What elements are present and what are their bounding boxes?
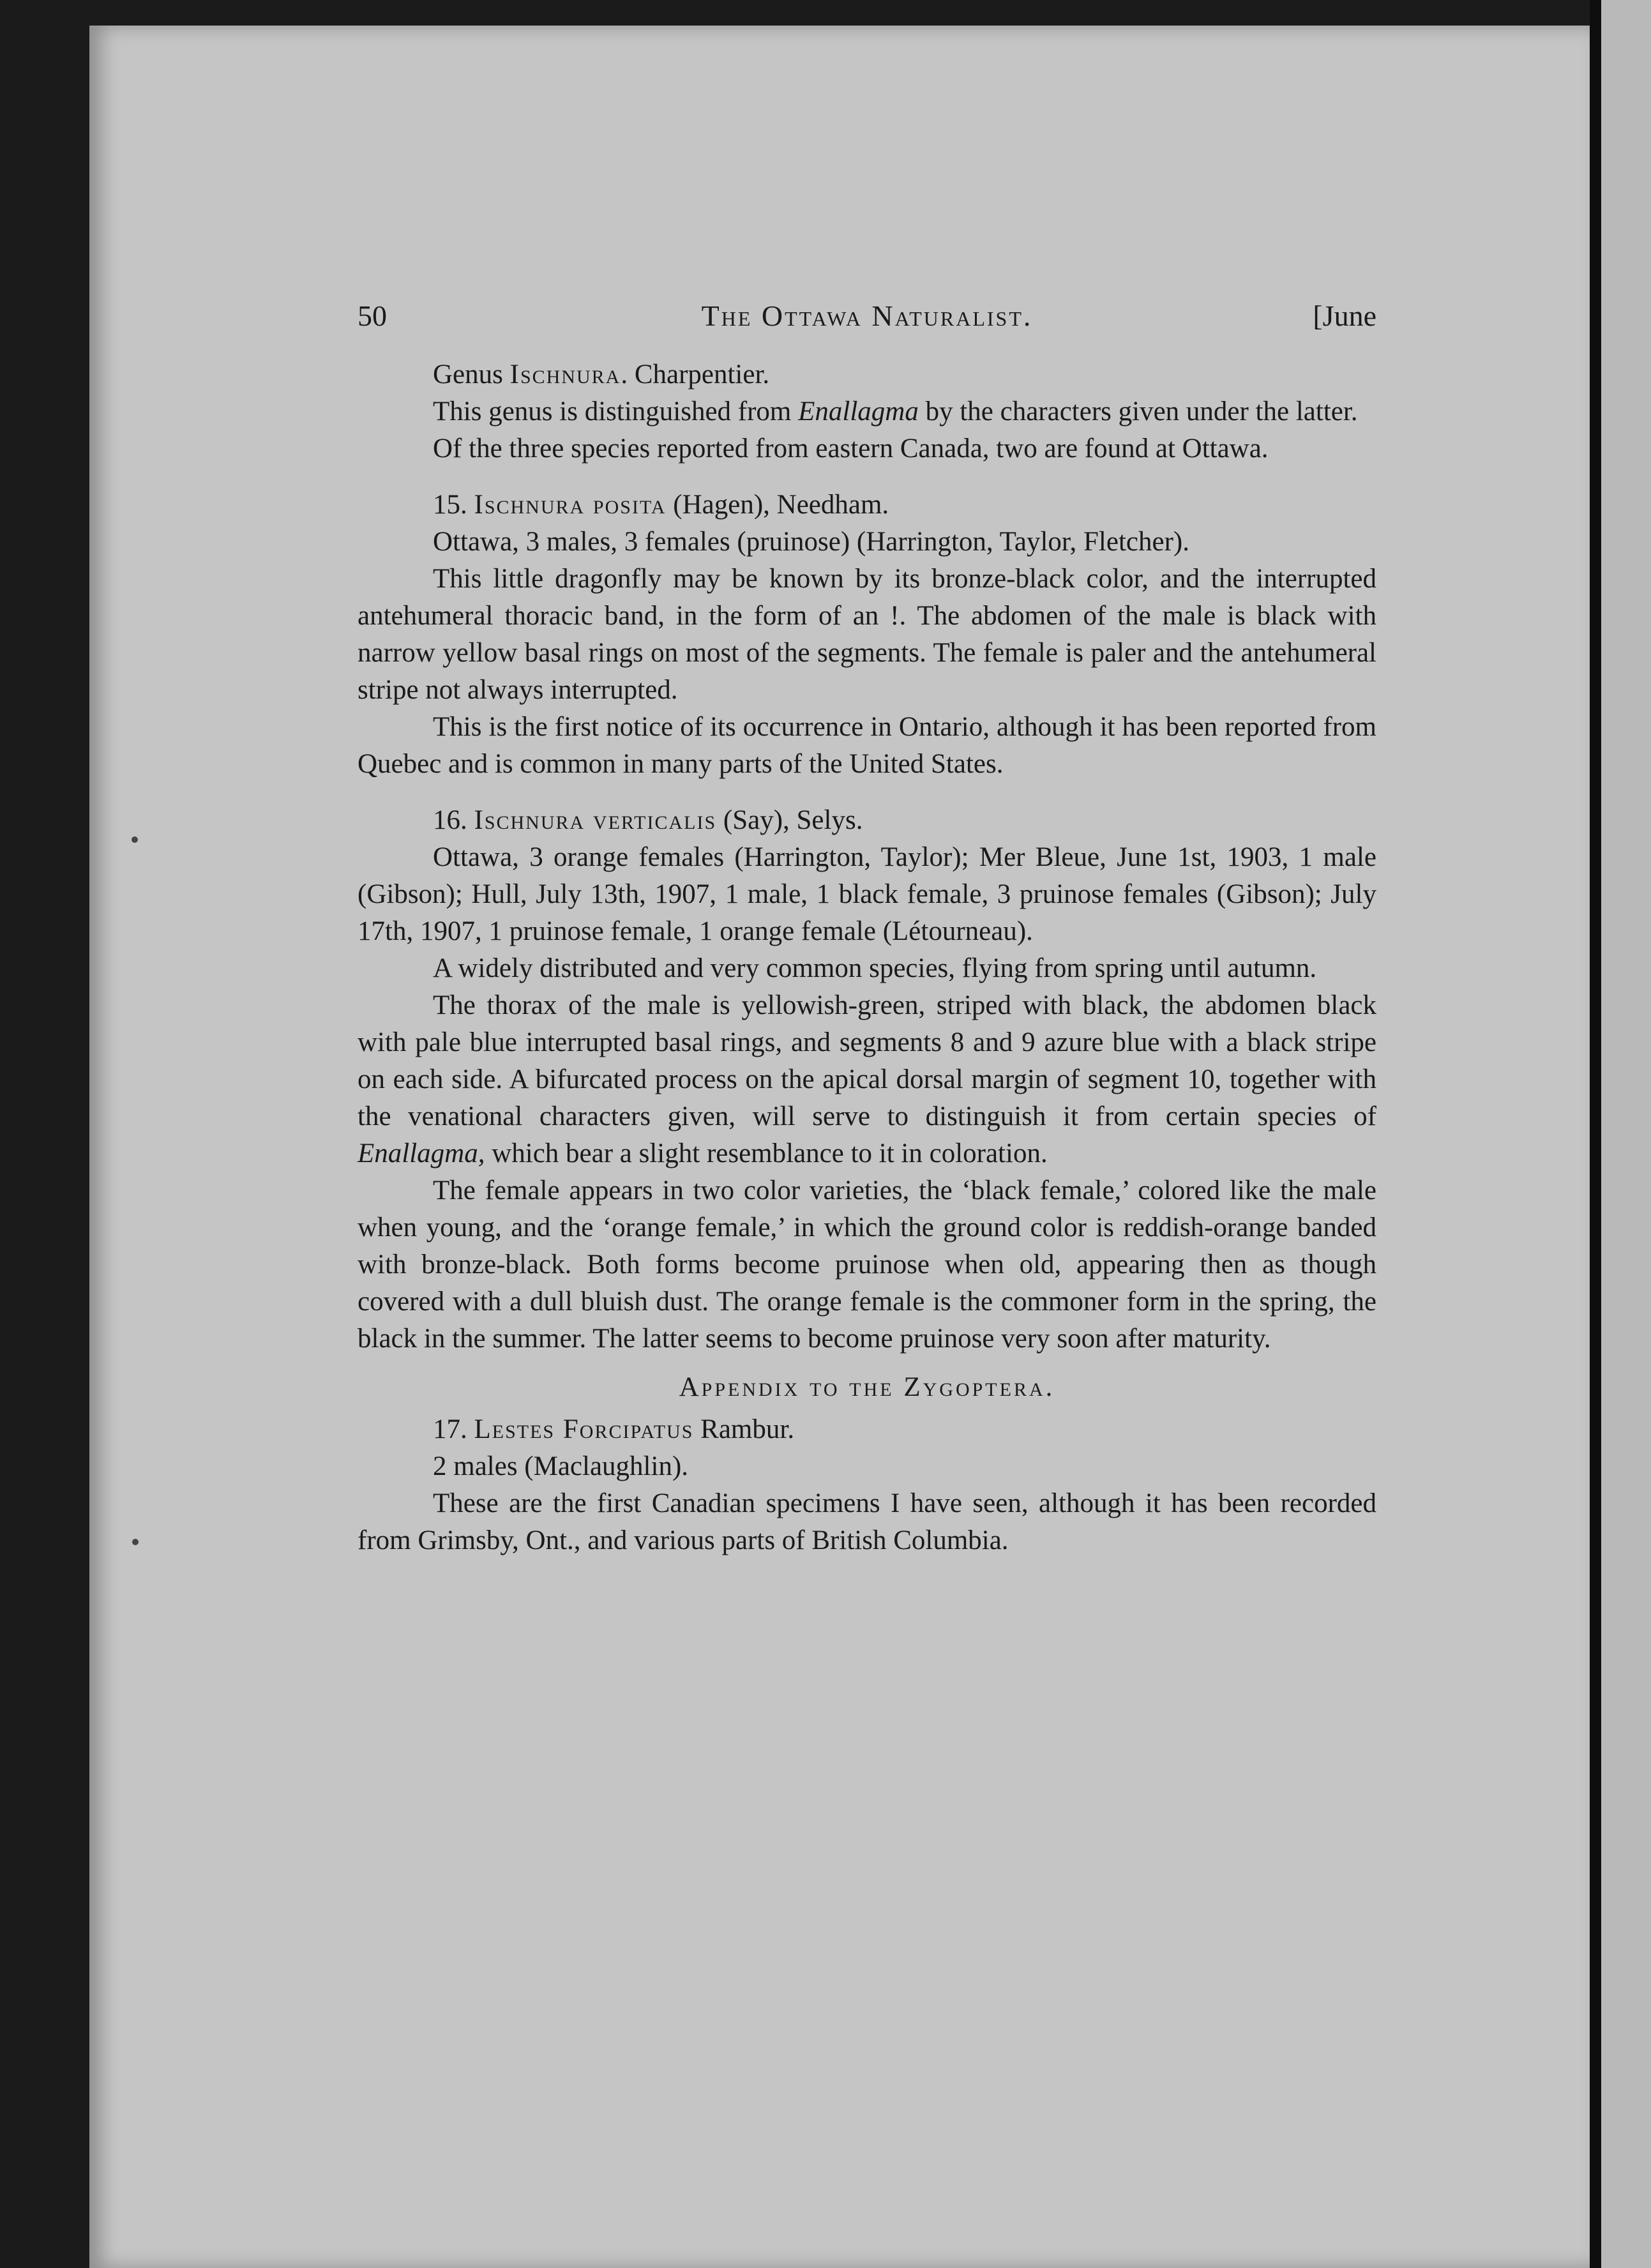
genus-paragraph-2: Of the three species reported from eastern Canada, two are found at Ottawa. [433,434,1269,464]
page-speck [132,836,138,843]
species-16-distribution: A widely distributed and very common species, flying from spring until autumn. [433,953,1317,983]
page-number: 50 [358,299,387,332]
appendix-heading: Appendix to the Zygoptera. [679,1372,1055,1402]
species-15-records: Ottawa, 3 males, 3 females (pruinose) (Harrington, Taylor, Fletcher). [433,527,1189,557]
species-16-name: Ischnura verticalis [474,805,717,835]
page-speck [132,1539,139,1545]
adjacent-page-edge [1590,0,1651,2268]
species-17-heading: 17. Lestes Forcipatus Rambur. [433,1414,795,1444]
species-17-description: These are the first Canadian specimens I have seen, although it has been recorded from Grimsby, Ont., and various parts of British Columbia. [358,1488,1376,1555]
species-15-occurrence: This is the first notice of its occurrence in Ontario, although it has been reported from Quebec and is common in many parts of the United States. [358,712,1376,779]
species-15-description: This little dragonfly may be known by its bronze-black color, and the interrupted antehumeral thoracic band, in the form of an !. The abdomen of the male is black with narrow yellow basal rings on most of the segments. The female is paler and the antehumeral stripe not always interrupted. [358,564,1376,705]
species-17-name: Lestes Forcipatus [474,1414,694,1444]
species-16-records: Ottawa, 3 orange females (Harrington, Taylor); Mer Bleue, June 1st, 1903, 1 male (Gibson); Hull, July 13th, 1907, 1 male, 1 black female, 3 pruinose females (Gibson); July 17th, 1907, 1 pruinose female, 1 orange female (Létourneau). [358,842,1376,946]
page-text [358,294,1376,1559]
journal-title: The Ottawa Naturalist. [701,299,1033,332]
genus-name: Ischnura [509,359,621,389]
species-16-heading: 16. Ischnura verticalis (Say), Selys. [433,805,863,835]
species-16-female-description: The female appears in two color varieties, the ‘black female,’ colored like the male when young, and the ‘orange female,’ in which the ground color is reddish-orange banded with bronze-black. Both forms become pruinose when old, appearing then as though covered with a dull bluish dust. The orange female is the commoner form in the spring, the black in the summer. The latter seems to become pruinose very soon after maturity. [358,1176,1376,1354]
species-16-male-description: The thorax of the male is yellowish-green, striped with black, the abdomen black with pale blue interrupted basal rings, and segments 8 and 9 azure blue with a black stripe on each side. A bifurcated process on the apical dorsal margin of segment 10, together with the venational characters given, will serve to distinguish it from certain species of Enallagma, which bear a slight resemblance to it in coloration. [358,990,1376,1168]
species-15-heading: 15. Ischnura posita (Hagen), Needham. [433,490,889,520]
genus-heading: Genus Ischnura. Charpentier. [433,359,770,389]
species-15-name: Ischnura posita [474,490,667,520]
species-17-records: 2 males (Maclaughlin). [433,1451,689,1481]
running-header [358,294,1376,338]
genus-paragraph-1: This genus is distinguished from Enallagma by the characters given under the latter. [433,397,1358,427]
issue-month: [June [1313,299,1376,332]
